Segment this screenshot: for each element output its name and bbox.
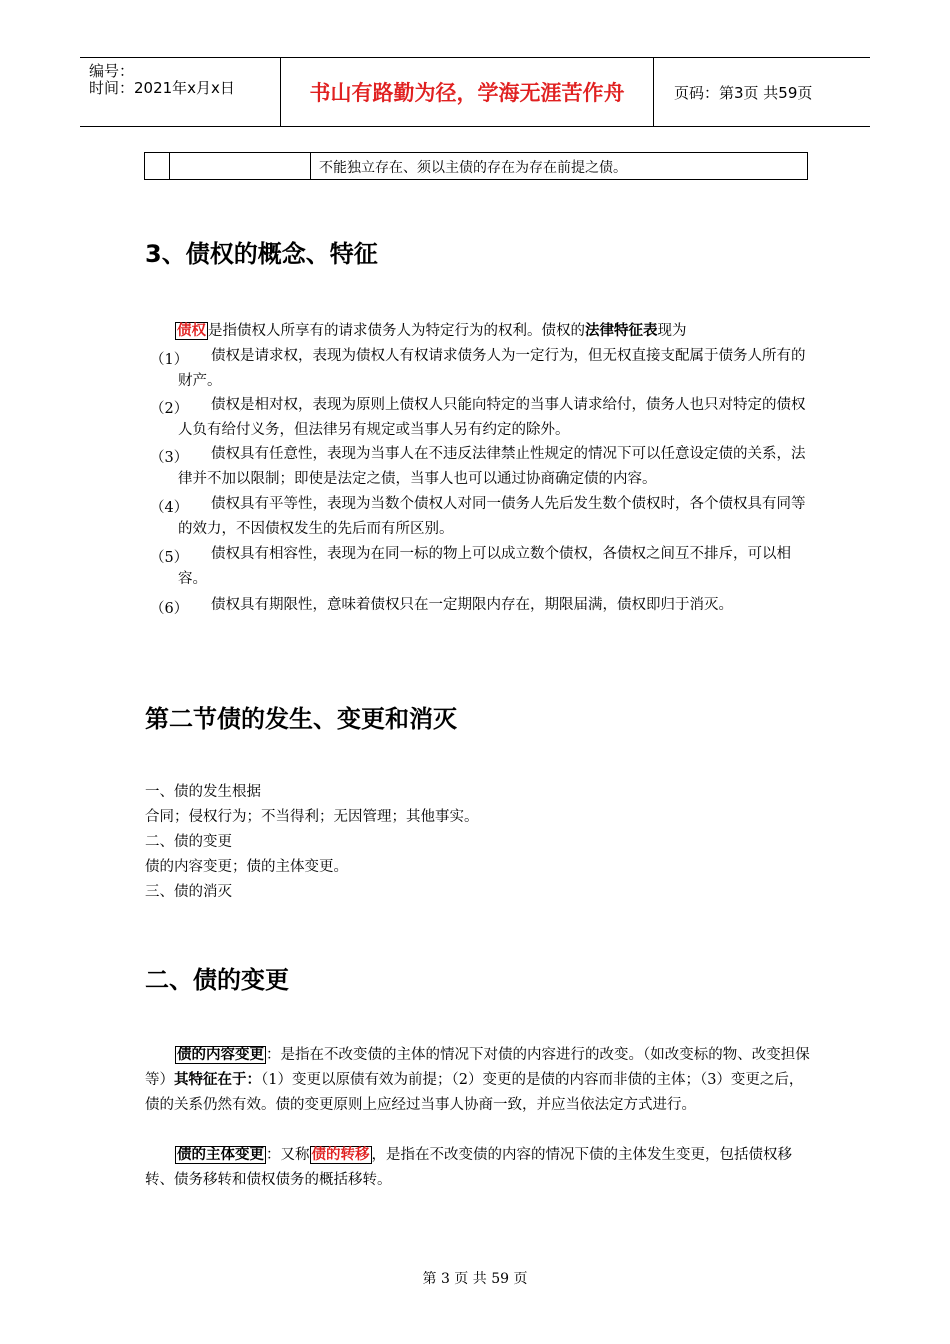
item-text: 债权具有相容性，表现为在同一标的物上可以成立数个债权，各债权之间互不排斥，可以相容。 xyxy=(178,546,791,587)
item-text: 债权是请求权，表现为债权人有权请求债务人为一定行为，但无权直接支配属于债务人所有的财产。 xyxy=(178,348,806,389)
list-item xyxy=(145,442,810,492)
intro-bold: 法律特征表 xyxy=(585,323,658,339)
item-number: （1） xyxy=(150,352,189,368)
section-heading-node2: 第二节债的发生、变更和消灭 xyxy=(145,705,457,733)
node2-line: 二、债的变更 xyxy=(145,834,232,850)
p2-text-2: ，是指在不改变债的内容的情况下债的主体发生变更，包括债权移转、债务移转和债权债务的概括移转。 xyxy=(145,1147,792,1188)
list-item xyxy=(145,344,810,394)
item-number: （5） xyxy=(150,550,189,566)
term-claim: 债权 xyxy=(177,323,206,339)
code-label: 编号： xyxy=(89,62,135,80)
term-content-change: 债的内容变更 xyxy=(177,1047,264,1063)
header-page-info xyxy=(664,58,870,126)
change-subject-paragraph xyxy=(145,1143,810,1193)
header-motto: 书山有路勤为径，学海无涯苦作舟 xyxy=(281,58,654,126)
item-text: 债权具有期限性，意味着债权只在一定期限内存在，期限届满，债权即归于消灭。 xyxy=(211,597,733,613)
term-subject-change: 债的主体变更 xyxy=(177,1147,264,1163)
claim-intro xyxy=(145,319,810,344)
term-transfer: 债的转移 xyxy=(311,1147,370,1163)
p1-text-2: （1）变更以原债有效为前提；（2）变更的是债的内容而非债的主体；（3）变更之后，债的关系仍然有效。债的变更原则上应经过当事人协商一致，并应当依法定方式进行。 xyxy=(145,1072,804,1113)
header-meta xyxy=(80,58,281,126)
item-number: （2） xyxy=(150,401,189,417)
list-item xyxy=(145,593,810,618)
intro-text-1: 是指债权人所享有的请求债务人为特定行为的权利。债权的 xyxy=(208,323,585,339)
section-heading-change: 二、债的变更 xyxy=(145,966,289,994)
intro-text-2: 现为 xyxy=(657,323,687,339)
item-number: （6） xyxy=(150,601,189,617)
list-item xyxy=(145,492,810,542)
p2-text-1: ：又称 xyxy=(266,1147,310,1163)
page-header xyxy=(80,57,870,127)
node2-line: 合同；侵权行为；不当得利；无因管理；其他事实。 xyxy=(145,809,479,825)
list-item xyxy=(145,542,810,592)
node2-line: 三、债的消灭 xyxy=(145,884,232,900)
item-text: 债权是相对权，表现为原则上债权人只能向特定的当事人请求给付，债务人也只对特定的债权人负有给付义务，但法律另有规定或当事人另有约定的除外。 xyxy=(178,397,806,438)
p1-text-1: ：是指在不改变债的主体的情况下对债的内容进行的改变。（如改变标的物、改变担保等） xyxy=(145,1047,810,1088)
table-cell: 不能独立存在、须以主债的存在为存在前提之债。 xyxy=(319,160,627,176)
date-label: 时间：2021年x月x日 xyxy=(89,79,235,97)
table-divider xyxy=(310,153,311,179)
change-content-paragraph xyxy=(145,1043,810,1118)
item-text: 债权具有平等性，表现为当数个债权人对同一债务人先后发生数个债权时，各个债权具有同等的效力，不因债权发生的先后而有所区别。 xyxy=(178,496,806,537)
item-number: （3） xyxy=(150,450,189,466)
table-fragment xyxy=(144,152,808,180)
node2-line: 债的内容变更；债的主体变更。 xyxy=(145,859,348,875)
item-number: （4） xyxy=(150,500,189,516)
page-info-text: 页码：第3页 共59页 xyxy=(674,83,813,102)
page-footer: 第 3 页 共 59 页 xyxy=(422,1271,528,1287)
section-heading-claim: 3、债权的概念、特征 xyxy=(145,240,378,268)
table-divider xyxy=(169,153,170,179)
list-item xyxy=(145,393,810,443)
p1-bold: 其特征在于： xyxy=(174,1072,261,1088)
item-text: 债权具有任意性，表现为当事人在不违反法律禁止性规定的情况下可以任意设定债的关系，法律并不加以限制；即使是法定之债，当事人也可以通过协商确定债的内容。 xyxy=(178,446,806,487)
node2-line: 一、债的发生根据 xyxy=(145,784,261,800)
